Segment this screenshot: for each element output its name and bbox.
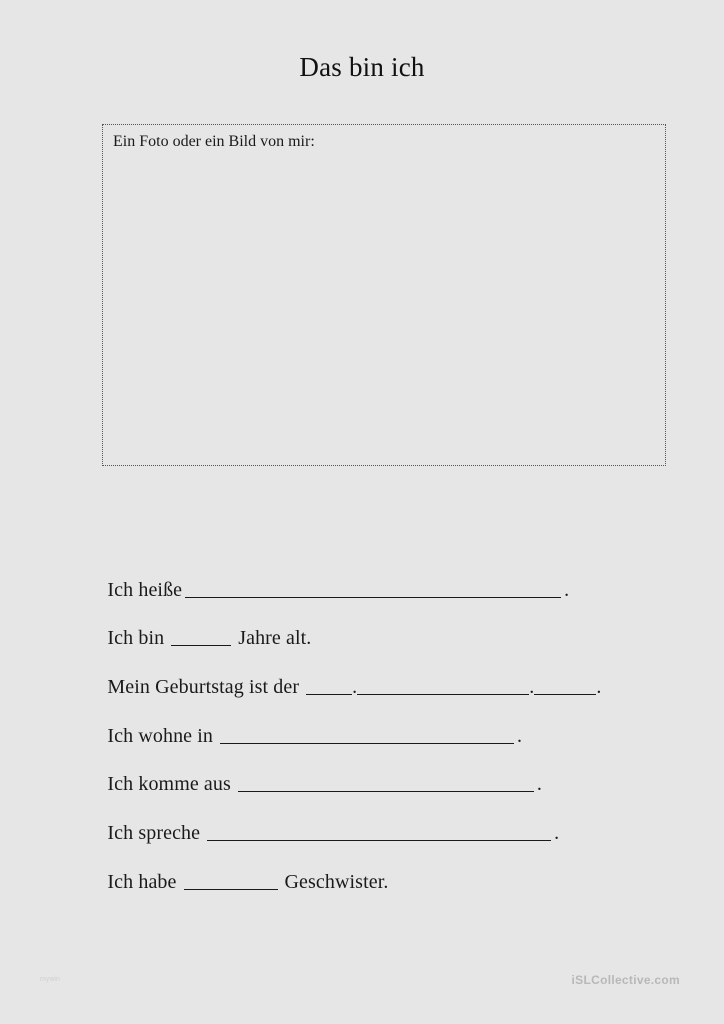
line-origin-text: Ich komme aus: [107, 773, 231, 795]
corner-mark: mywin: [40, 976, 60, 983]
birthday-year-blank: [534, 693, 596, 695]
languages-blank: [207, 839, 551, 841]
birthday-month-blank: [357, 693, 529, 695]
line-birthday-end: .: [596, 676, 602, 698]
birthday-separator-2: .: [529, 676, 535, 698]
line-name-end: .: [564, 579, 570, 601]
birthday-separator-1: .: [352, 676, 358, 698]
photo-frame-label: Ein Foto oder ein Bild von mir:: [113, 133, 315, 150]
watermark: iSLCollective.com: [571, 973, 680, 987]
origin-blank: [238, 790, 534, 792]
age-blank: [171, 644, 231, 646]
line-origin-end: .: [536, 773, 543, 795]
line-residence-end: .: [517, 725, 523, 747]
line-birthday-text: Mein Geburtstag ist der: [107, 676, 300, 698]
birthday-day-blank: [306, 693, 352, 695]
line-languages-end: .: [554, 822, 560, 844]
page-title: Das bin ich: [299, 52, 425, 82]
line-languages-text: Ich spreche: [107, 822, 201, 844]
line-siblings: [87, 848, 388, 917]
line-name-text: Ich heiße: [107, 579, 183, 601]
line-residence-text: Ich wohne in: [107, 725, 214, 747]
line-age-text: Ich bin: [107, 627, 165, 649]
line-siblings-end: Geschwister.: [284, 871, 389, 893]
siblings-blank: [184, 888, 278, 890]
line-siblings-text: Ich habe: [107, 871, 177, 893]
residence-blank: [220, 742, 514, 744]
name-blank: [185, 596, 561, 598]
line-age-end: Jahre alt.: [238, 627, 312, 649]
photo-frame: [102, 124, 666, 466]
